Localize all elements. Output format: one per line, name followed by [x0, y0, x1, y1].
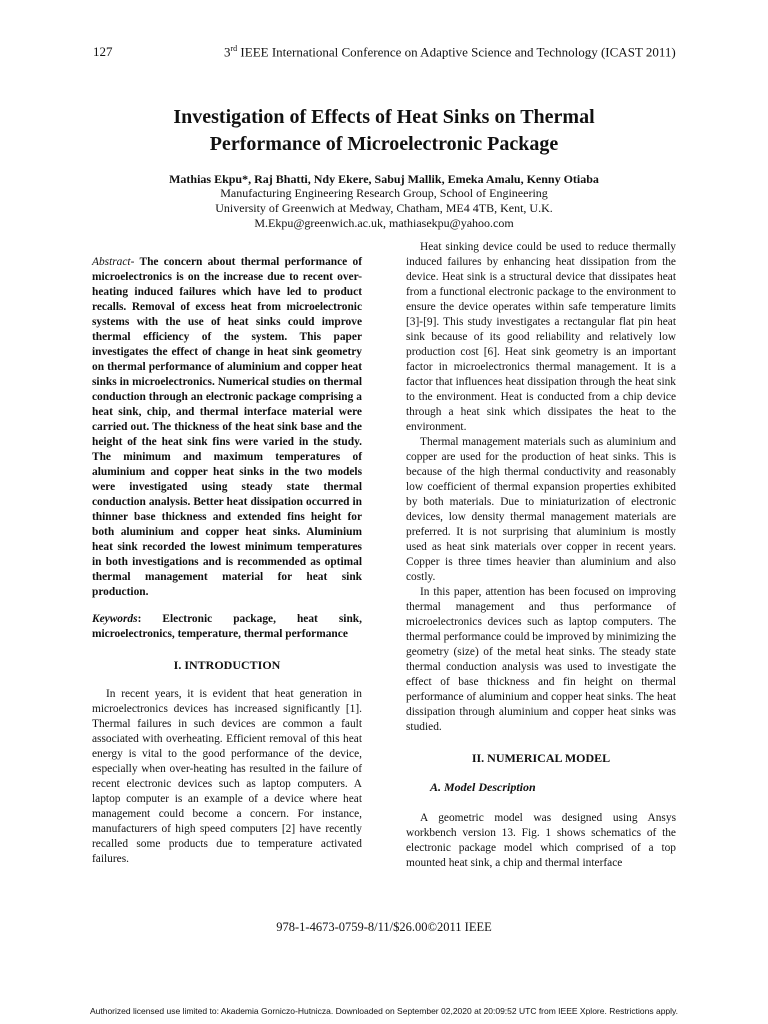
numerical-model-heading: II. NUMERICAL MODEL [471, 751, 611, 765]
affiliation [80, 186, 688, 231]
author-list: Mathias Ekpu*, Raj Bhatti, Ndy Ekere, Sabuj Mallik, Emeka Amalu, Kenny Otiaba [169, 172, 599, 186]
paragraph-thermal-materials: Thermal management materials such as aluminium and copper are used for the production of heat sinks. This is because of the high thermal conductivity and reasonably low coefficient of thermal expansion properties exhibited by both materials. Due to miniaturization of electronic devices, low density thermal management materials are preferred. It is not surprising that aluminium is mostly used as heat sink materials over copper in recent years. Copper is three times heavier than aluminium and also costly. [406, 436, 676, 583]
abstract-text: The concern about thermal performance of microelectronics is on the increase due to recent over-heating induced failures which have led to product recalls. Removal of excess heat from microelectronic systems with the use of heat sinks could improve thermal efficiency of the system. This paper investigates the effect of change in heat sink geometry on thermal performance of aluminium and copper heat sinks in microelectronics. Numerical studies on thermal conduction through an electronic package comprising a heat sink, chip, and thermal interface material were carried out. The thickness of the heat sink base and the height of the heat sink fins were varied in the study. The minimum and maximum temperatures of aluminium and copper heat sinks in the two models were investigated using steady state thermal conduction analysis. Better heat dissipation occurred in thinner base thickness and extended fins height for both aluminium and copper heat sinks. Aluminium heat sink recorded the lowest minimum temperatures in both investigations and is recommended as optimal thermal management material for heat sink production. [92, 256, 362, 598]
page-number: 127 [93, 44, 113, 59]
keywords [92, 612, 362, 642]
paper-title [80, 104, 688, 158]
author-emails: M.Ekpu@greenwich.ac.uk, mathiasekpu@yahoo.com [254, 216, 514, 230]
affiliation-line-1: Manufacturing Engineering Research Group, School of Engineering [220, 186, 548, 200]
conference-ordinal-suffix: rd [230, 44, 238, 53]
model-description-heading: A. Model Description [430, 780, 536, 794]
conference-name: IEEE International Conference on Adaptive Science and Technology (ICAST 2011) [237, 44, 676, 60]
introduction-paragraph: In recent years, it is evident that heat generation in microelectronics devices has increased significantly [1]. Thermal failures in such devices are common a fault associated with overheating. Efficient removal of this heat energy is vital to the good performance of the device, especially when over-heating has resulted in the failure of recent electronic devices such as laptop computers. A laptop computer is an example of a device where heat management could become a concern. For instance, manufacturers of high speed computers [2] have recently recalled some products due to temperature activated failures. [92, 688, 362, 865]
left-column [92, 255, 362, 867]
abstract [92, 255, 362, 600]
title-line-1: Investigation of Effects of Heat Sinks on Thermal [173, 106, 595, 128]
keywords-text: : Electronic package, heat sink, microelectronics, temperature, thermal performance [92, 613, 362, 640]
conference-ordinal: 3 [224, 44, 231, 60]
keywords-label: Keywords [92, 613, 138, 625]
conference-header [224, 44, 676, 60]
right-column [406, 240, 676, 871]
license-notice: Authorized licensed use limited to: Akademia Gorniczo-Hutnicza. Downloaded on September 02,2020 at 20:09:52 UTC from IEEE Xplore. Restrictions apply. [89, 1006, 679, 1016]
affiliation-line-2: University of Greenwich at Medway, Chatham, ME4 4TB, Kent, U.K. [215, 201, 553, 215]
paragraph-heat-sinking: Heat sinking device could be used to reduce thermally induced failures by enhancing heat dissipation from the device. Heat sink is a structural device that dissipates heat from a functional electronic package to the environment to ensure the device operates within safe temperature limits [3]-[9]. This study investigates a rectangular flat pin heat sink because of its good reliability and relatively low production cost [6]. Heat sink geometry is an important factor in microelectronics thermal management. It is a factor that influences heat dissipation through the heat sink to the environment. Heat is conducted from a chip device through a heat sink which dissipates the heat to the environment. [406, 241, 676, 433]
isbn-footer: 978-1-4673-0759-8/11/$26.00©2011 IEEE [276, 920, 492, 934]
introduction-heading: I. INTRODUCTION [173, 658, 281, 672]
paragraph-model-description: A geometric model was designed using Ansys workbench version 13. Fig. 1 shows schematics of the electronic package model which comprised of a top mounted heat sink, a chip and thermal interface [406, 812, 676, 869]
paragraph-this-paper: In this paper, attention has been focused on improving thermal management and thus performance of microelectronics devices such as laptop computers. The thermal performance could be improved by minimizing the geometry (size) of the metal heat sinks. The steady state thermal conduction analysis was used to investigate the effect of base thickness and fin height on thermal performance of aluminium and copper heat sinks. The heat dissipation through aluminium and copper heat sinks was studied. [406, 586, 676, 733]
abstract-label: Abstract- [92, 256, 135, 268]
title-line-2: Performance of Microelectronic Package [209, 133, 559, 155]
